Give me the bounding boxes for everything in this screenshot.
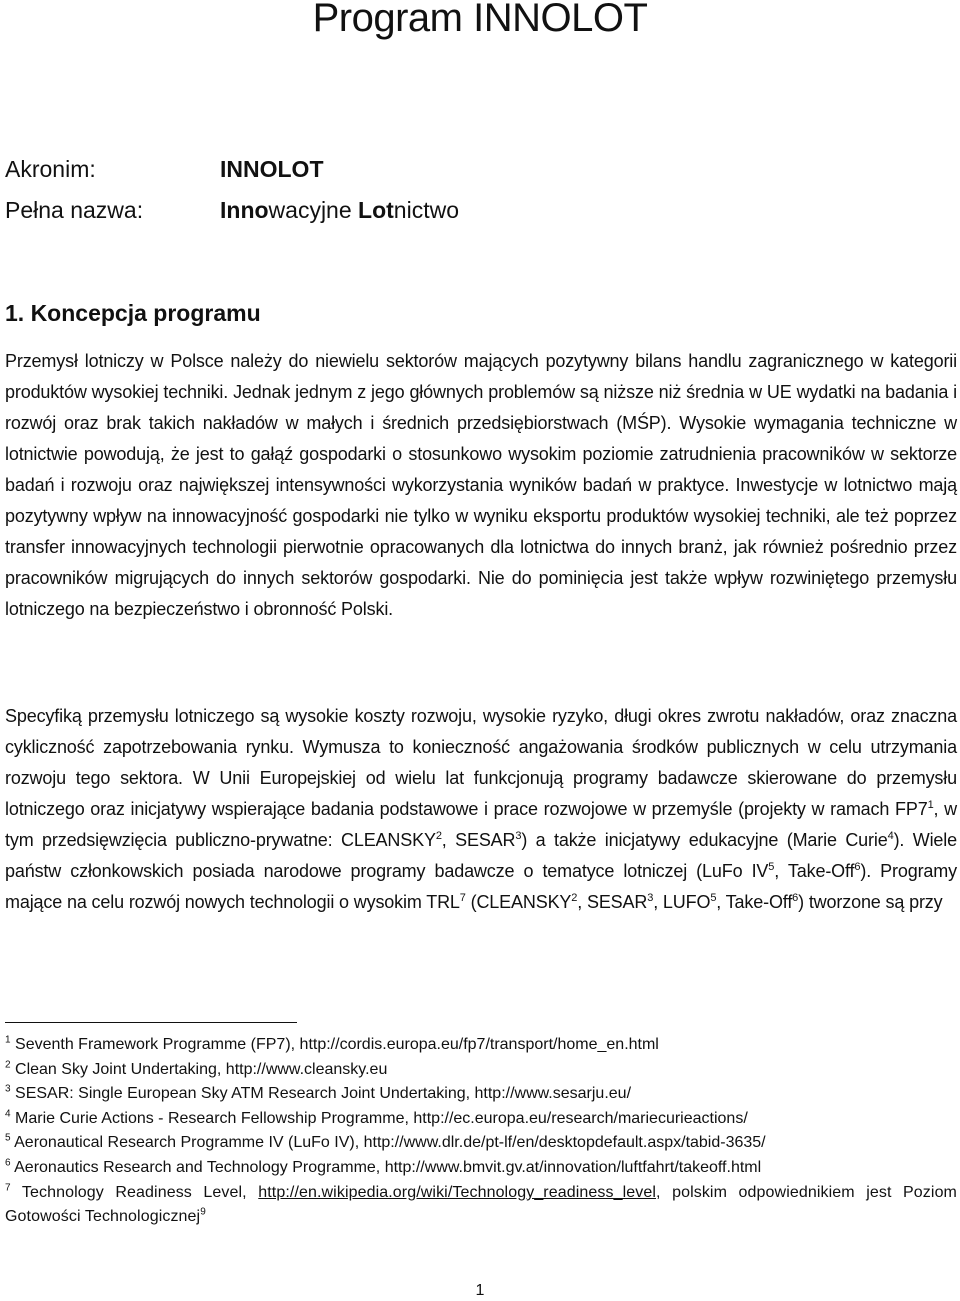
full-name-part: wacyjne (268, 197, 359, 223)
full-name-value (220, 195, 459, 225)
section-heading: 1. Koncepcja programu (5, 300, 261, 326)
footnote-6 (5, 1156, 957, 1181)
footnote-ref: 4 (887, 830, 894, 842)
footnote-2 (5, 1058, 957, 1083)
footnote-text: Seventh Framework Programme (FP7), http://cordis.europa.eu/fp7/transport/home_en.html (15, 1036, 659, 1053)
footnote-number: 4 (5, 1108, 11, 1120)
paragraph-text: Specyfiką przemysłu lotniczego są wysokie koszty rozwoju, wysokie ryzyko, długi okres zwrotu nakładów, oraz znaczna cykliczność zapotrzebowania rynku. Wymusza to konieczność angażowania środków publicznych w celu utrzymania rozwoju tego sektora. W Unii Europejskiej od wielu lat funkcjonują programy badawcze skierowane do przemysłu lotniczego oraz inicjatywy wspierające badania podstawowe i prace rozwojowe w przemyśle (projekty w ramach FP7 (5, 706, 957, 819)
paragraph-text: , SESAR (577, 892, 648, 912)
page-number: 1 (475, 1282, 485, 1299)
footnote-number: 3 (5, 1083, 11, 1095)
footnote-ref: 9 (200, 1206, 206, 1218)
footnote-ref: 6 (792, 892, 799, 904)
footnote-ref: 7 (459, 892, 466, 904)
paragraph-text: , Take-Off (716, 892, 793, 912)
footnote-ref: 3 (647, 892, 654, 904)
footnotes (5, 1033, 957, 1230)
paragraph-text: ). Wiele państw członkowskich posiada narodowe programy badawcze o tematyce lotniczej (LuFo IV (5, 830, 957, 881)
acronym-value: INNOLOT (220, 156, 324, 182)
paragraph-text: ). Programy mające na celu rozwój nowych technologii o wysokim TRL (5, 861, 957, 912)
paragraph-text: , Take-Off (774, 861, 855, 881)
paragraph-1: Przemysł lotniczy w Polsce należy do niewielu sektorów mających pozytywny bilans handlu zagranicznego w kategorii produktów wysokiej techniki. Jednak jednym z jego głównych problemów są niższe niż średnia w UE wydatki na badania i rozwój oraz brak takich nakładów w małych i średnich przedsiębiorstwach (MŚP). Wysokie wymagania techniczne w lotnictwie powodują, że jest to gałąź gospodarki o stosunkowo wysokim poziomie zatrudnienia pracowników w sektorze badań i rozwoju oraz największej intensywności wykorzystania wyników badań w praktyce. Inwestycje w lotnictwo mają pozytywny wpływ na innowacyjność gospodarki nie tylko w wyniku eksportu produktów wysokiej techniki, ale też poprzez transfer innowacyjnych technologii pierwotnie opracowanych dla lotnictwa do innych branż, jak również pośrednio przez pracowników migrujących do innych sektorów gospodarki. Nie do pominięcia jest także wpływ rozwiniętego przemysłu lotniczego na bezpieczeństwo i obronność Polski. (5, 351, 957, 619)
footnote-text: Marie Curie Actions - Research Fellowship Programme, http://ec.europa.eu/research/mariecurieactions/ (15, 1109, 748, 1127)
footnote-number: 2 (5, 1059, 11, 1071)
paragraph-text: ) tworzone są przy (798, 892, 943, 912)
paragraph-text: , LUFO (653, 892, 711, 912)
footnote-3 (5, 1082, 957, 1107)
full-name-part: Inno (220, 197, 269, 223)
footnote-ref: 3 (515, 830, 522, 842)
paragraph-text: ) a także inicjatywy edukacyjne (Marie Curie (521, 830, 888, 850)
paragraph-text: , SESAR (441, 830, 516, 850)
paragraph-2 (5, 701, 957, 918)
full-name-label: Pełna nazwa: (5, 197, 144, 223)
paragraph-text: (CLEANSKY (465, 892, 572, 912)
full-name-part: Lot (358, 197, 394, 223)
footnote-text: Clean Sky Joint Undertaking, http://www.cleansky.eu (15, 1060, 388, 1078)
full-name-part: nictwo (393, 197, 459, 223)
footnote-ref: 5 (710, 892, 717, 904)
footnote-separator (5, 1022, 297, 1023)
footnote-5 (5, 1131, 957, 1156)
paragraph-text: , w tym przedsięwzięcia publiczno-prywatne: CLEANSKY (5, 799, 957, 850)
footnote-1 (5, 1033, 957, 1058)
footnote-ref: 5 (768, 861, 775, 873)
footnote-link[interactable]: http://en.wikipedia.org/wiki/Technology_readiness_level (258, 1183, 656, 1201)
footnote-4 (5, 1107, 957, 1132)
footnote-ref: 2 (571, 892, 578, 904)
acronym-label: Akronim: (5, 156, 96, 182)
footnote-text: Technology Readiness Level, (21, 1183, 259, 1201)
footnote-text: SESAR: Single European Sky ATM Research Joint Undertaking, http://www.sesarju.eu/ (15, 1085, 632, 1103)
footnote-number: 6 (5, 1157, 11, 1169)
footnote-number: 1 (5, 1034, 11, 1046)
footnote-ref: 2 (435, 830, 442, 842)
footnote-number: 5 (5, 1133, 11, 1145)
footnote-text: Aeronautics Research and Technology Programme, http://www.bmvit.gv.at/innovation/luftfahrt/takeoff.html (14, 1158, 762, 1176)
document-title: Program INNOLOT (312, 0, 648, 40)
footnote-7 (5, 1181, 957, 1230)
footnote-text: Aeronautical Research Programme IV (LuFo IV), http://www.dlr.de/pt-lf/en/desktopdefault.aspx/tabid-3635/ (14, 1134, 766, 1152)
footnote-text: , polskim odpowiednikiem jest Poziom Gotowości Technologicznej (5, 1183, 957, 1226)
footnote-number: 7 (5, 1182, 11, 1194)
footnote-ref: 6 (854, 861, 861, 873)
footnote-ref: 1 (927, 799, 934, 811)
